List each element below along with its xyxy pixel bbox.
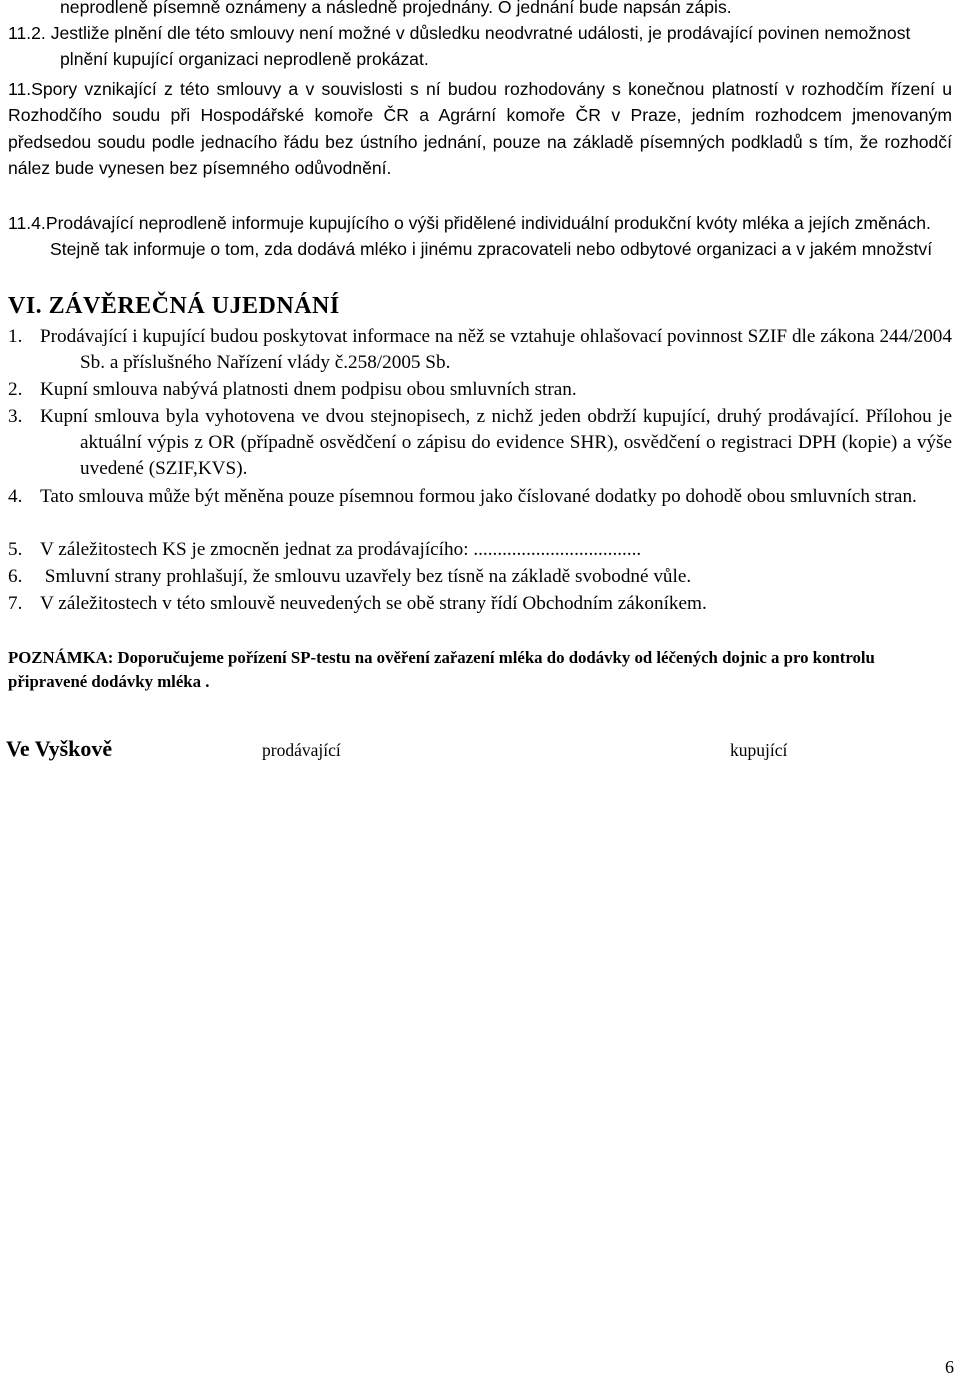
clause-11-3: 11.Spory vznikající z této smlouvy a v souvislosti s ní budou rozhodovány s konečnou platností v rozhodčím řízení u Rozhodčího soudu při Hospodářské komoře ČR a Agrární komoře ČR v Praze, jedním rozhodcem jmenovaným předsedou soudu podle jednacího řádu bez ústního jednání, pouze na základě písemných podkladů s tím, že rozhodčí nález bude vynesen bez písemného odůvodnění.: [8, 79, 952, 179]
list-item-number: 1.: [8, 326, 23, 347]
clause-11-4: [8, 210, 946, 263]
clause-11-2: 11.2. Jestliže plnění dle této smlouvy není možné v důsledku neodvratné události, je prodávající povinen nemožnost plnění kupující organizaci neprodleně prokázat.: [8, 23, 911, 70]
continuation-line: neprodleně písemně oznámeny a následně projednány. O jednání bude napsán zápis.: [60, 0, 732, 17]
list-item-text: Prodávající i kupující budou poskytovat informace na něž se vztahuje ohlašovací povinnost SZIF dle zákona 244/2004 Sb. a příslušného Nařízení vlády č.258/2005 Sb.: [40, 326, 952, 373]
signature-city: Ve Vyškově: [6, 736, 113, 761]
list-item-text: Smluvní strany prohlašují, že smlouvu uzavřely bez tísně na základě svobodné vůle.: [40, 566, 692, 587]
list-item-4: [8, 484, 952, 510]
list-item-3: [8, 404, 952, 482]
signature-buyer: kupující: [730, 740, 788, 760]
clause-11-4-number: 11.4.: [8, 213, 46, 233]
section-heading: VI. ZÁVĚREČNÁ UJEDNÁNÍ: [8, 293, 340, 319]
list-item-number: 6.: [8, 566, 23, 587]
list-item-text: V záležitostech KS je zmocněn jednat za prodávajícího: ...................................: [40, 539, 642, 560]
list-item-text: Kupní smlouva nabývá platnosti dnem podpisu obou smluvních stran.: [40, 379, 577, 400]
list-item-1: [8, 324, 952, 376]
list-item-text: Kupní smlouva byla vyhotovena ve dvou stejnopisech, z nichž jeden obdrží kupující, druhý prodávající. Přílohou je aktuální výpis z OR (případně osvědčení o zápisu do evidence SHR), osvědčení o registraci DPH (kopie) a výše uvedené (SZIF,KVS).: [40, 406, 952, 479]
list-item-text: V záležitostech v této smlouvě neuvedených se obě strany řídí Obchodním zákoníkem.: [40, 593, 707, 614]
clause-11-4-text: Prodávající neprodleně informuje kupujícího o výši přidělené individuální produkční kvóty mléka a jejích změnách. Stejně tak informuje o tom, zda dodává mléko i jinému zpracovateli nebo odbytové organizaci a v jakém množství: [45, 213, 933, 260]
list-item-6: [8, 564, 954, 590]
list-item-5: [8, 537, 954, 563]
page-number: 6: [945, 1357, 954, 1377]
note: POZNÁMKA: Doporučujeme pořízení SP-testu na ověření zařazení mléka do dodávky od léčených dojnic a pro kontrolu připravené dodávky mléka .: [8, 648, 875, 691]
signature-seller: prodávající: [262, 740, 341, 760]
list-item-number: 4.: [8, 486, 23, 507]
list-item-7: [8, 591, 954, 617]
list-item-number: 7.: [8, 593, 23, 614]
list-item-text: Tato smlouva může být měněna pouze písemnou formou jako číslované dodatky po dohodě obou smluvních stran.: [40, 486, 917, 507]
list-item-number: 5.: [8, 539, 23, 560]
list-item-number: 3.: [8, 406, 23, 427]
list-item-number: 2.: [8, 379, 23, 400]
list-item-2: [8, 377, 954, 403]
